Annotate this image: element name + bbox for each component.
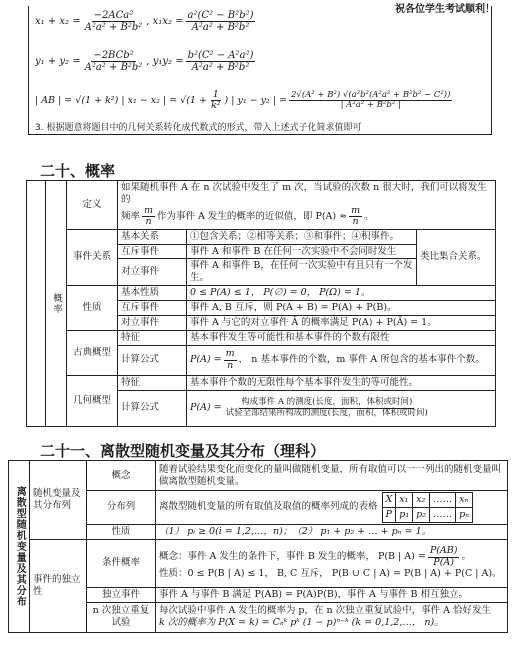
y-sum-lhs: y₁ + y₂ = <box>35 56 81 67</box>
conditional-prob-line-2: 性质：0 ≤ P(B | A) ≤ 1， B, C 互斥， P(B ∪ C | A) = P(B | A) + P(C | A)。 <box>159 568 502 580</box>
property-complement-name: 对立事件 <box>118 315 187 330</box>
definition-fraction-numerator: m <box>144 204 154 216</box>
y-sum-fraction <box>83 50 145 73</box>
x-sum-numerator: −2ACa² <box>93 10 134 21</box>
independent-event-name: 独立事件 <box>87 587 156 602</box>
event-relations-label: 事件关系 <box>67 229 118 286</box>
conditional-prob-denominator: P(A) <box>433 556 454 568</box>
chord-length-formula <box>35 90 454 112</box>
relation-exclusive-name: 互斥事件 <box>118 244 187 259</box>
conditional-prob-text: 概念：事件 A 发生的条件下，事件 B 发生的概率， P(B | A) = <box>159 551 426 563</box>
independent-event-desc: 事件 A 与事件 B 满足 P(AB) = P(A)P(B)，事件 A 与事件 B 相互独立。 <box>156 587 508 602</box>
dist-row1-cell: x₁ <box>396 493 413 508</box>
y-sum-product-formula <box>35 50 257 73</box>
y-prod-fraction <box>186 50 256 73</box>
chord-length-mid: ) | y₁ − y₂ | = <box>224 95 288 107</box>
y-prod-denominator: A²a² + B²b² <box>191 62 250 73</box>
bernoulli-line-1: 每次试验中事件 A 发生的概率为 p，在 n 次独立重复试验中，事件 A 恰好发生 <box>159 605 492 617</box>
definition-approx-text: 作为事件 A 发生的概率的近似值，即 P(A) ≈ <box>157 210 348 222</box>
discrete-rv-group-label: 离散型随机变量及其分布 <box>9 461 30 633</box>
dist-row2-cell: p₂ <box>413 507 430 522</box>
geometric-formula-fraction <box>224 398 430 418</box>
geometric-model-label: 几何概型 <box>67 375 118 426</box>
dist-row1-cell: xₙ <box>456 493 473 508</box>
probability-table-spacer <box>67 426 496 427</box>
classical-formula <box>190 349 492 371</box>
classical-formula-lhs: P(A) = <box>190 354 222 366</box>
bernoulli-trials-cell <box>156 602 508 632</box>
header-watermark: 祝各位学生考试顺利！ <box>395 4 495 15</box>
dist-row2-cell: p₁ <box>396 507 413 522</box>
chord-k-numerator: 1 <box>212 89 219 100</box>
dist-row2-cell: …… <box>430 507 456 522</box>
definition-line-2 <box>121 206 492 228</box>
distribution-row <box>159 492 504 523</box>
classical-fraction-numerator: m <box>225 348 235 360</box>
definition-approx-numerator: m <box>351 204 361 216</box>
definition-approx-denominator: n <box>352 216 359 228</box>
formula-block <box>28 6 492 135</box>
relation-side-note: 类比集合关系。 <box>417 229 496 286</box>
discrete-rv-table <box>8 460 508 633</box>
dist-row1-cell: X <box>382 493 396 508</box>
x-sum-product-formula <box>35 10 257 33</box>
classical-feature-desc: 基本事件发生等可能性和基本事件的个数有限性 <box>187 330 496 345</box>
definition-approx-fraction <box>349 206 362 228</box>
conditional-prob-cell <box>156 539 508 587</box>
x-prod-numerator: a²(C² − B²b²) <box>187 10 254 21</box>
classical-fraction-denominator: n <box>227 359 234 371</box>
definition-cell <box>118 181 496 230</box>
conditional-prob-name: 条件概率 <box>87 539 156 587</box>
concept-name: 概念 <box>87 461 156 491</box>
property-exclusive-name: 互斥事件 <box>118 301 187 316</box>
relation-basic-name: 基本关系 <box>118 229 187 244</box>
definition-period: 。 <box>364 210 374 222</box>
definition-label: 定义 <box>67 181 118 230</box>
conditional-prob-period: 。 <box>461 551 471 563</box>
dist-row2-cell: P <box>382 507 396 522</box>
concept-desc: 随着试验结果变化而变化的量叫做随机变量，所有取值可以一一列出的随机变量叫做离散型随机变量。 <box>156 461 508 491</box>
properties-label: 性质 <box>67 286 118 331</box>
definition-fraction-denominator: n <box>145 216 152 228</box>
y-sum-denominator: A²a² + B²b² <box>84 62 143 73</box>
relation-basic-desc: ①包含关系；②相等关系；③和事件；④积事件。 <box>187 229 417 244</box>
x-sum-denominator: A²a² + B²b² <box>84 22 143 33</box>
chord-rhs-fraction <box>289 91 452 111</box>
dist-row1-cell: …… <box>430 493 456 508</box>
chord-rhs-denominator: | A²a² + B²b² | <box>340 100 401 111</box>
random-variable-label: 随机变量及其分布列 <box>30 461 87 540</box>
dist-row1-cell: x₂ <box>413 493 430 508</box>
x-prod-denominator: A²a² + B²b² <box>191 22 250 33</box>
probability-table <box>26 180 496 427</box>
distribution-mini-table <box>382 492 473 523</box>
classical-formula-fraction <box>224 349 237 371</box>
property-exclusive-desc: 事件 A, B 互斥，则 P(A + B) = P(A) + P(B)。 <box>187 301 496 316</box>
conditional-prob-fraction <box>428 546 460 568</box>
property-basic-name: 基本性质 <box>118 286 187 301</box>
x-sum-lhs: x₁ + x₂ = <box>35 16 81 27</box>
classical-model-label: 古典概型 <box>67 330 118 375</box>
classical-formula-cell <box>187 345 496 375</box>
chord-k-denominator: k² <box>210 100 221 112</box>
geometric-feature-name: 特征 <box>118 375 187 390</box>
x-sum-fraction <box>83 10 145 33</box>
geometric-formula <box>190 398 492 418</box>
rv-property-name: 性质 <box>87 524 156 539</box>
independence-label: 事件的独立性 <box>30 539 87 632</box>
property-complement-desc: 事件 A 与它的对立事件 Ā 的概率满足 P(A) + P(Ā) = 1。 <box>187 315 496 330</box>
relation-complement-desc: 事件 A 和事件 B，在任何一次实验中有且只有一个发生。 <box>187 259 417 286</box>
bernoulli-line-2: k 次的概率为 P(X = k) = Cₙᵏ pᵏ (1 − p)ⁿ⁻ᵏ (k = 0,1,2,…， n)。 <box>159 617 444 628</box>
conditional-prob-line-1 <box>159 546 504 568</box>
classical-feature-name: 特征 <box>118 330 187 345</box>
geometric-formula-lhs: P(A) = <box>190 402 222 414</box>
probability-table-left-margin <box>27 181 46 427</box>
geometric-formula-name: 计算公式 <box>118 390 187 426</box>
property-basic-desc: 0 ≤ P(A) ≤ 1， P(∅) = 0， P(Ω) = 1。 <box>187 286 496 301</box>
x-prod-lhs: , x₁x₂ = <box>146 16 184 27</box>
geometric-feature-desc: 基本事件个数的无限性每个基本事件发生的等可能性。 <box>187 375 496 390</box>
geometric-fraction-numerator: 构成事件 A 的测度(长度，面积，体积或时间) <box>241 397 413 408</box>
classical-formula-name: 计算公式 <box>118 345 187 375</box>
formula-note: 3. 根据题意将题目中的几何关系转化成代数式的形式，带入上述式子化简求值即可 <box>35 123 362 133</box>
distribution-cell <box>156 491 508 525</box>
y-prod-lhs: , y₁y₂ = <box>146 56 184 67</box>
geometric-fraction-denominator: 试验全部结果所构成的测度(长度，面积，体积或时间) <box>225 407 428 418</box>
chord-k-fraction <box>209 90 223 112</box>
probability-group-label: 概率 <box>46 181 67 427</box>
section-21-title: 二十一、离散型随机变量及其分布（理科） <box>40 442 326 460</box>
section-20-title: 二十、概率 <box>40 162 116 180</box>
dist-row2-cell: pₙ <box>456 507 473 522</box>
distribution-name: 分布列 <box>87 491 156 525</box>
x-prod-fraction <box>186 10 256 33</box>
geometric-formula-cell <box>187 390 496 426</box>
conditional-prob-numerator: P(AB) <box>429 545 458 557</box>
distribution-desc: 离散型随机变量的所有取值及取值的概率列成的表格 <box>159 501 378 513</box>
definition-frequency-word: 频率 <box>121 210 141 222</box>
classical-formula-explanation: ， n 基本事件的个数，m 事件 A 所包含的基本事件个数。 <box>238 354 485 366</box>
relation-complement-name: 对立事件 <box>118 259 187 286</box>
y-prod-numerator: b²(C² − A²a²) <box>187 50 254 61</box>
chord-length-lhs: | AB | = √(1 + k²) | x₁ − x₂ | = √(1 + <box>35 95 207 107</box>
definition-frequency-fraction <box>142 206 155 228</box>
y-sum-numerator: −2BCb² <box>93 50 134 61</box>
rv-property-desc: （1） pᵢ ≥ 0(i = 1,2,…，n)；（2） p₁ + p₂ + … + pₙ = 1。 <box>156 524 508 539</box>
definition-line-1: 如果随机事件 A 在 n 次试验中发生了 m 次，当试验的次数 n 很大时，我们可以将发生的 <box>121 182 487 205</box>
chord-rhs-numerator: 2√(A² + B²) √(a²b²(A²a² + B²b² − C²)) <box>291 90 451 101</box>
bernoulli-trials-name: n 次独立重复试验 <box>87 602 156 632</box>
relation-exclusive-desc: 事件 A 和事件 B 在任何一次实验中不会同时发生 <box>187 244 417 259</box>
